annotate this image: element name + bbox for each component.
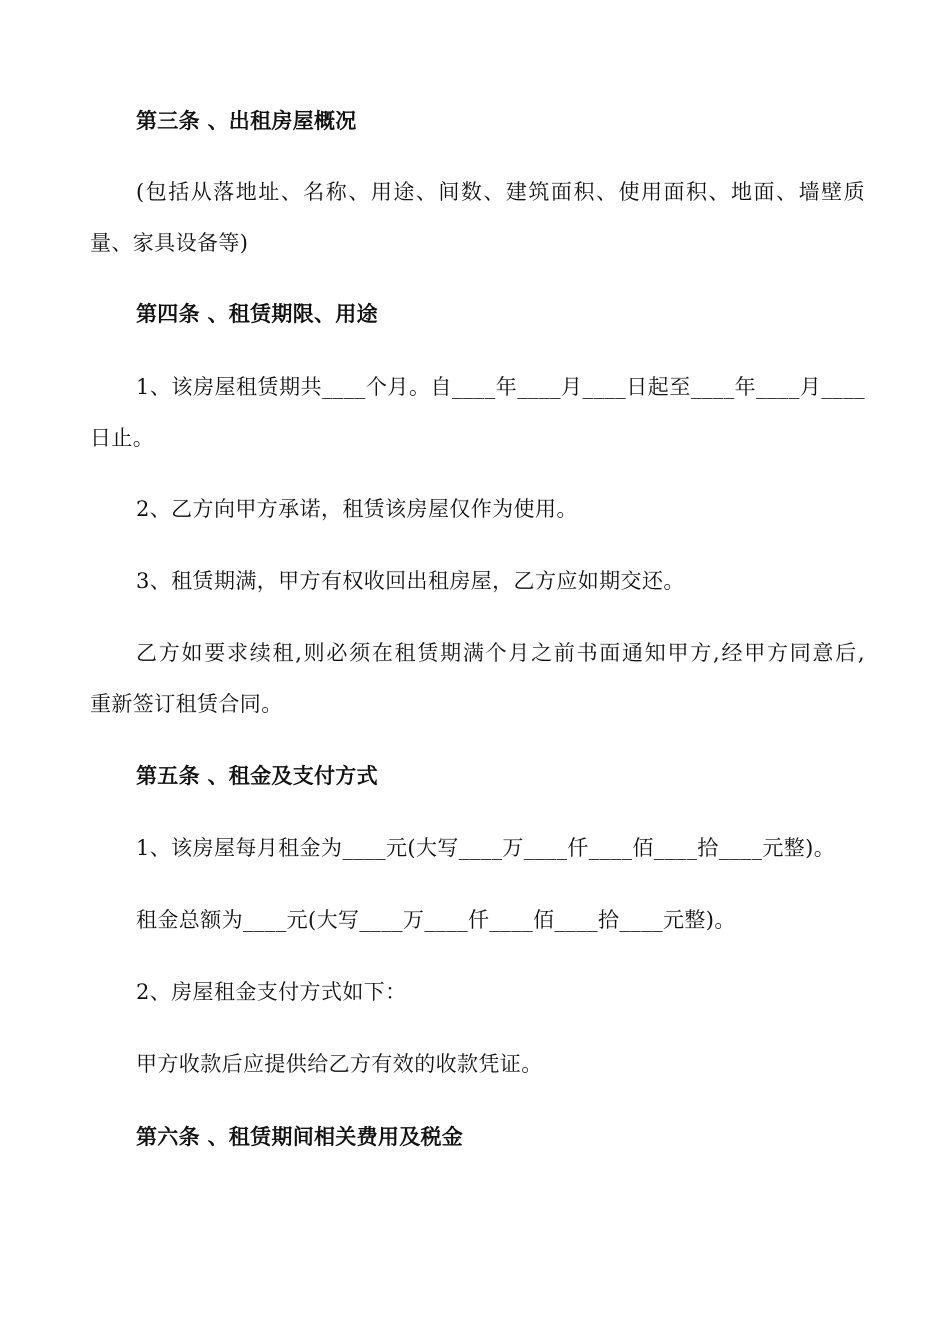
paragraph-property-details-line2: 量、家具设备等) [90,231,249,255]
paragraph-receipt: 甲方收款后应提供给乙方有效的收款凭证。 [136,1052,543,1076]
paragraph-lease-term-line1: 1、该房屋租赁期共____个月。自____年____月____日起至____年____月____ [136,375,865,399]
paragraph-lease-expiry: 3、租赁期满，甲方有权收回出租房屋，乙方应如期交还。 [136,569,685,593]
paragraph-lease-term-line2: 日止。 [90,426,155,450]
section-heading-6: 第六条 、租赁期间相关费用及税金 [136,1125,464,1149]
paragraph-usage-promise: 2、乙方向甲方承诺，租赁该房屋仅作为使用。 [136,497,578,521]
section-heading-4: 第四条 、租赁期限、用途 [136,302,378,326]
paragraph-property-details-line1: (包括从落地址、名称、用途、间数、建筑面积、使用面积、地面、墙壁质 [136,180,865,204]
section-heading-5: 第五条 、租金及支付方式 [136,764,378,788]
paragraph-payment-method: 2、房屋租金支付方式如下： [136,980,407,1004]
paragraph-monthly-rent: 1、该房屋每月租金为____元(大写____万____仟____佰____拾____元整)。 [136,836,836,860]
paragraph-total-rent: 租金总额为____元(大写____万____仟____佰____拾____元整)。 [136,908,736,932]
paragraph-renewal-line1: 乙方如要求续租,则必须在租赁期满个月之前书面通知甲方,经甲方同意后, [136,641,865,665]
paragraph-renewal-line2: 重新签订租赁合同。 [90,692,283,716]
section-heading-3: 第三条 、出租房屋概况 [136,109,357,133]
